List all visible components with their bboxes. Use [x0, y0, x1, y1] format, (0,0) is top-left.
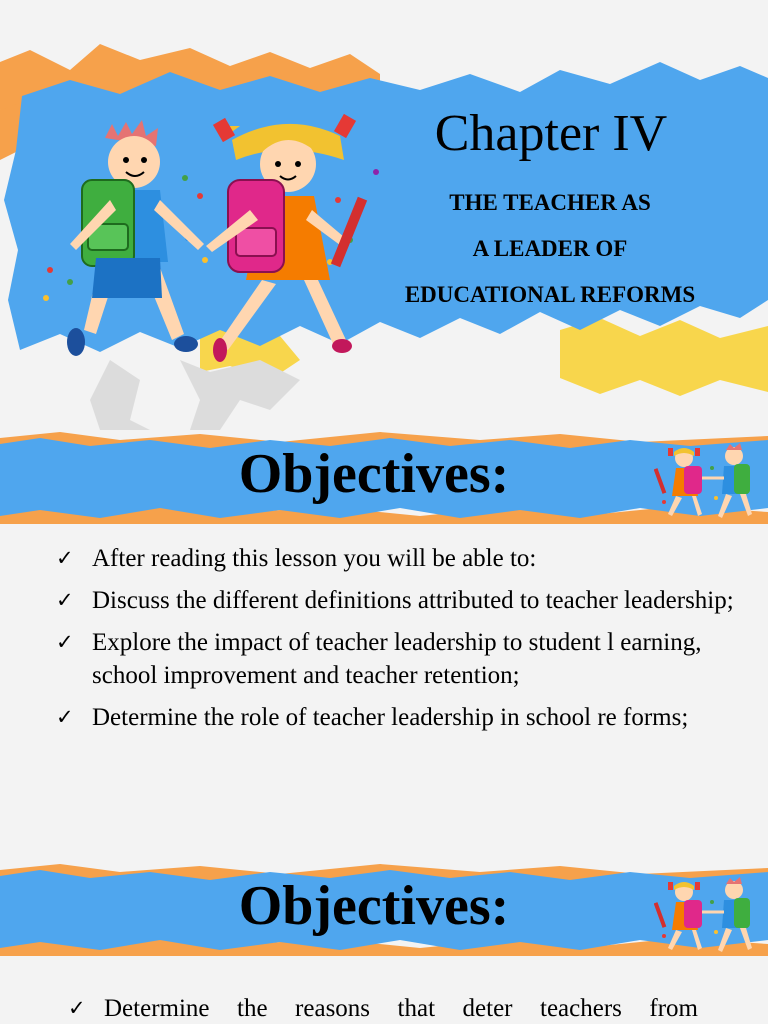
list-item	[56, 584, 736, 617]
subtitle-line: EDUCATIONAL REFORMS	[404, 282, 696, 307]
list-item-text: Determine the role of teacher leadership in school re forms;	[92, 704, 689, 731]
objectives-heading: Objectives:	[238, 875, 510, 937]
objectives-banner	[0, 864, 768, 956]
chapter-slide	[0, 0, 768, 430]
list-item	[56, 542, 736, 575]
list-item	[68, 992, 698, 1024]
objectives-list	[68, 992, 698, 1024]
kids-illustration	[654, 872, 758, 956]
list-item-text: Explore the impact of teacher leadership to student l earning, school improvement and teacher retention;	[92, 629, 702, 689]
subtitle-line: THE TEACHER AS	[449, 190, 651, 215]
kids-illustration	[654, 438, 758, 522]
list-item	[56, 626, 736, 692]
check-icon: ✓	[56, 705, 74, 729]
objectives-slide-2	[0, 864, 768, 1024]
objectives-slide-1	[0, 432, 768, 832]
chapter-subtitle	[350, 180, 750, 318]
list-item-text: Determine the reasons that deter teachers from	[104, 995, 698, 1022]
objectives-list	[56, 542, 736, 743]
list-item	[56, 701, 736, 734]
list-item-text: Discuss the different definitions attributed to teacher leadership;	[92, 587, 734, 614]
check-icon: ✓	[56, 588, 74, 612]
list-item-text: After reading this lesson you will be able to:	[92, 545, 537, 572]
check-icon: ✓	[56, 546, 74, 570]
subtitle-line: A LEADER OF	[472, 236, 628, 261]
objectives-heading: Objectives:	[238, 443, 510, 505]
objectives-banner	[0, 432, 768, 524]
check-icon: ✓	[68, 996, 86, 1020]
check-icon: ✓	[56, 630, 74, 654]
chapter-title: Chapter IV	[434, 105, 668, 162]
